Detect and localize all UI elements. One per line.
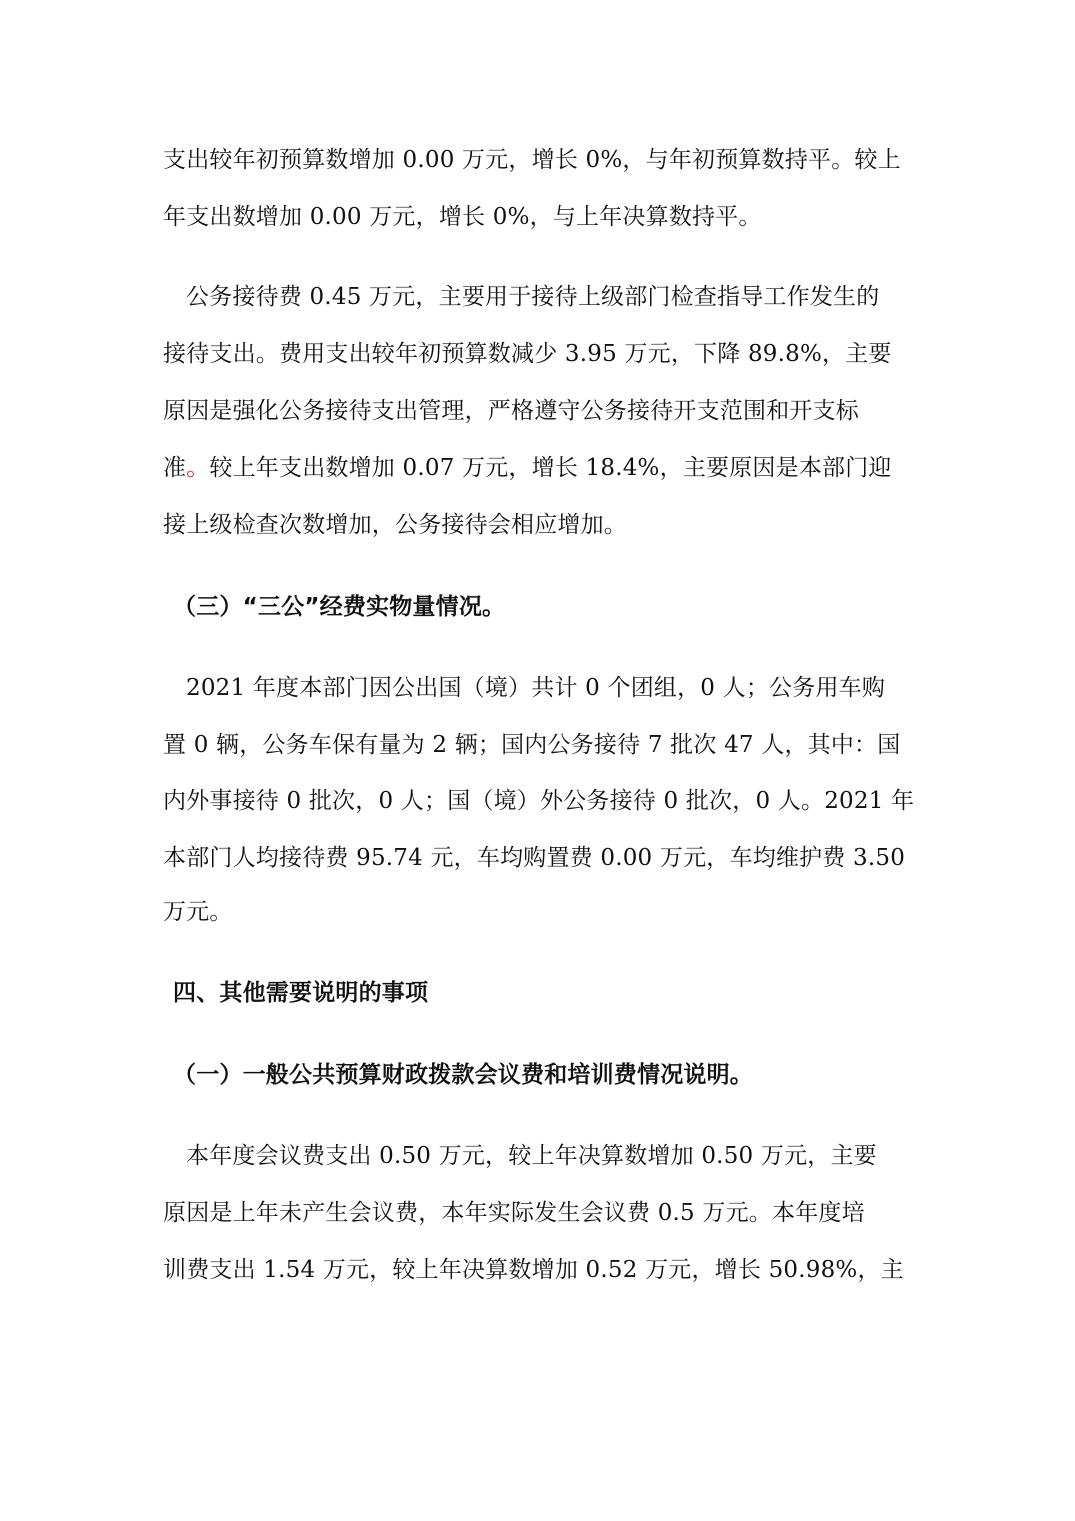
paragraph-line: 接上级检查次数增加，公务接待会相应增加。	[163, 512, 627, 538]
section-heading: （三）“三公”经费实物量情况。	[173, 594, 506, 620]
paragraph-line: 接待支出。费用支出较年初预算数减少 3.95 万元，下降 89.8%，主要	[163, 341, 892, 367]
paragraph-line: 训费支出 1.54 万元，较上年决算数增加 0.52 万元，增长 50.98%，主	[163, 1257, 904, 1283]
paragraph-line: 公务接待费 0.45 万元，主要用于接待上级部门检查指导工作发生的	[186, 284, 880, 310]
paragraph-line: 本部门人均接待费 95.74 元，车均购置费 0.00 万元，车均维护费 3.50	[163, 845, 906, 871]
highlighted-punctuation: 。	[186, 455, 210, 481]
section-heading: （一）一般公共预算财政拨款会议费和培训费情况说明。	[173, 1062, 753, 1088]
paragraph-line: 置 0 辆，公务车保有量为 2 辆；国内公务接待 7 批次 47 人，其中：国	[163, 732, 901, 758]
chapter-heading: 四、其他需要说明的事项	[173, 980, 429, 1006]
paragraph-line: 年支出数增加 0.00 万元，增长 0%，与上年决算数持平。	[163, 204, 762, 230]
paragraph-line: 原因是强化公务接待支出管理，严格遵守公务接待开支范围和开支标	[163, 398, 859, 424]
paragraph-line: 原因是上年未产生会议费，本年实际发生会议费 0.5 万元。本年度培	[163, 1200, 865, 1226]
paragraph-line: 2021 年度本部门因公出国（境）共计 0 个团组，0 人；公务用车购	[186, 675, 886, 701]
text-segment: 较上年支出数增加 0.07 万元，增长 18.4%，主要原因是本部门迎	[209, 455, 892, 481]
paragraph-line: 本年度会议费支出 0.50 万元，较上年决算数增加 0.50 万元，主要	[186, 1143, 877, 1169]
paragraph-line: 支出较年初预算数增加 0.00 万元，增长 0%，与年初预算数持平。较上	[163, 147, 901, 173]
paragraph-line: 内外事接待 0 批次，0 人；国（境）外公务接待 0 批次，0 人。2021 年	[163, 788, 915, 814]
paragraph-line-mixed	[163, 448, 923, 488]
paragraph-line: 万元。	[163, 899, 233, 925]
text-segment: 准	[163, 455, 187, 481]
